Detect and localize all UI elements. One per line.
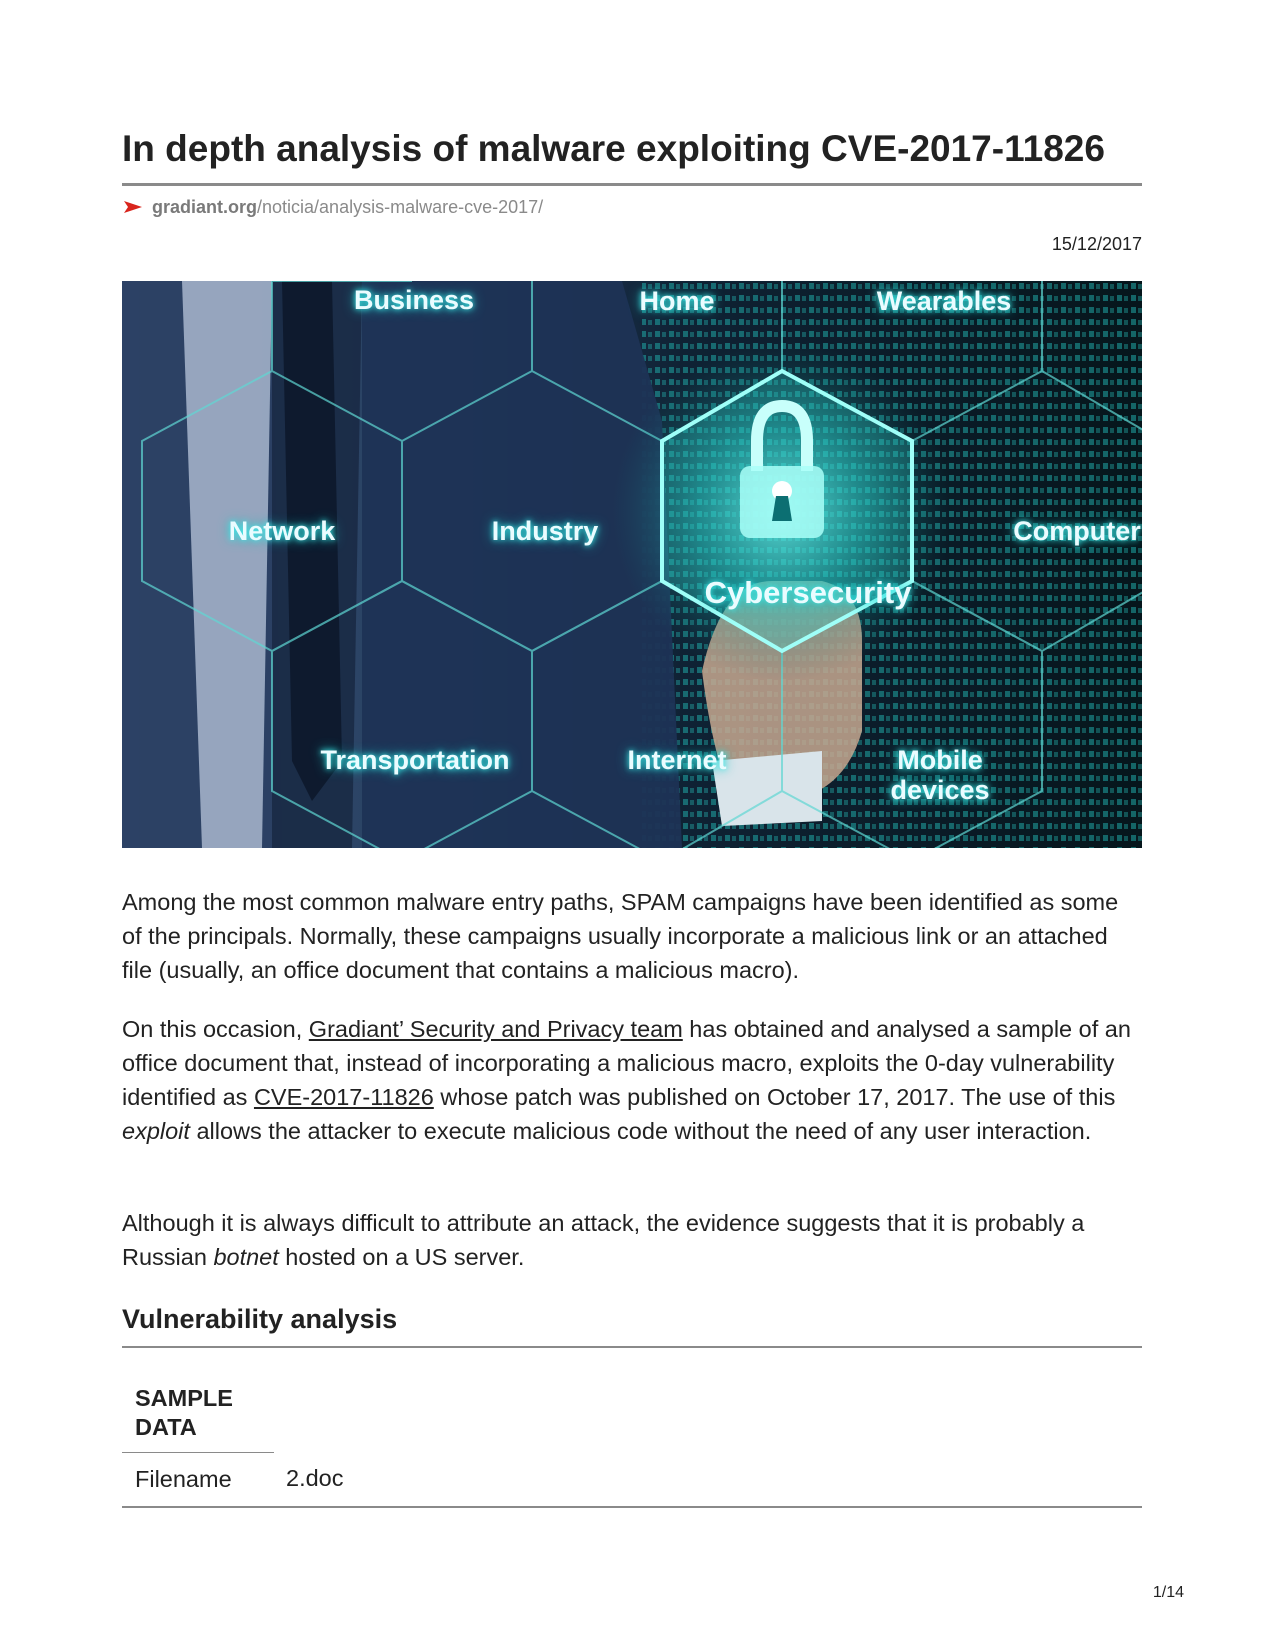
source-line — [122, 195, 543, 219]
hero-image — [122, 281, 1142, 848]
paragraph-attribution — [122, 1206, 1142, 1274]
p2-text-d: allows the attacker to execute malicious code without the need of any user interaction. — [189, 1118, 1092, 1144]
p3-text-a: Although it is always difficult to attribute an attack, the evidence suggests that it is probably a Russian — [122, 1210, 1085, 1270]
source-link[interactable] — [152, 197, 543, 218]
hero-label-cybersecurity: Cybersecurity — [704, 575, 912, 610]
paragraph-intro: Among the most common malware entry paths, SPAM campaigns have been identified as some of the principals. Normally, these campaigns usually incorporate a malicious link or an attached file (usually, an office document that contains a malicious macro). — [122, 889, 1119, 983]
table-header: SAMPLE DATA — [135, 1385, 233, 1440]
hero-label-network: Network — [228, 516, 336, 546]
hero-label-wearables: Wearables — [876, 286, 1012, 316]
page-number: 1/14 — [1152, 1584, 1184, 1601]
section-heading: Vulnerability analysis — [122, 1304, 398, 1334]
table-header-divider — [122, 1452, 274, 1453]
p2-emphasis-exploit: exploit — [122, 1118, 190, 1144]
paragraph-occasion — [122, 1012, 1142, 1148]
p2-text-b: has obtained and analysed a sample of an office document that, instead of incorporating a malicious macro, exploits the 0-day vulnerability identified as — [122, 1016, 1131, 1110]
section-divider — [122, 1346, 1142, 1348]
p3-emphasis-botnet: botnet — [213, 1244, 279, 1270]
cve-link[interactable]: CVE-2017-11826 — [253, 1084, 434, 1110]
hero-label-home: Home — [639, 286, 715, 316]
p2-text-a: On this occasion, — [122, 1016, 309, 1042]
hero-label-internet: Internet — [627, 745, 727, 775]
title-divider — [122, 183, 1142, 186]
hero-label-mobile-line1: Mobile — [897, 745, 983, 775]
page-title: In depth analysis of malware exploiting CVE-2017-11826 — [122, 128, 1105, 169]
hero-label-business: Business — [353, 285, 475, 315]
security-team-link[interactable]: Gradiant’ Security and Privacy team — [308, 1016, 683, 1042]
table-row-value: 2.doc — [286, 1465, 344, 1491]
source-domain: gradiant.org — [152, 196, 258, 217]
publish-date: 15/12/2017 — [1051, 234, 1142, 254]
hero-label-mobile-devices — [890, 745, 989, 805]
source-arrow-icon — [122, 196, 144, 218]
source-path: /noticia/analysis-malware-cve-2017/ — [257, 196, 544, 217]
hero-label-mobile-line2: devices — [890, 775, 990, 805]
hero-label-industry: Industry — [491, 516, 599, 546]
hero-label-transportation: Transportation — [320, 745, 510, 775]
p3-text-b: hosted on a US server. — [278, 1244, 525, 1270]
hero-label-computer: Computer — [1013, 516, 1141, 546]
table-row-label: Filename — [135, 1466, 232, 1492]
table-bottom-divider — [122, 1506, 1142, 1508]
p2-text-c: whose patch was published on October 17, 2017. The use of this — [433, 1084, 1116, 1110]
